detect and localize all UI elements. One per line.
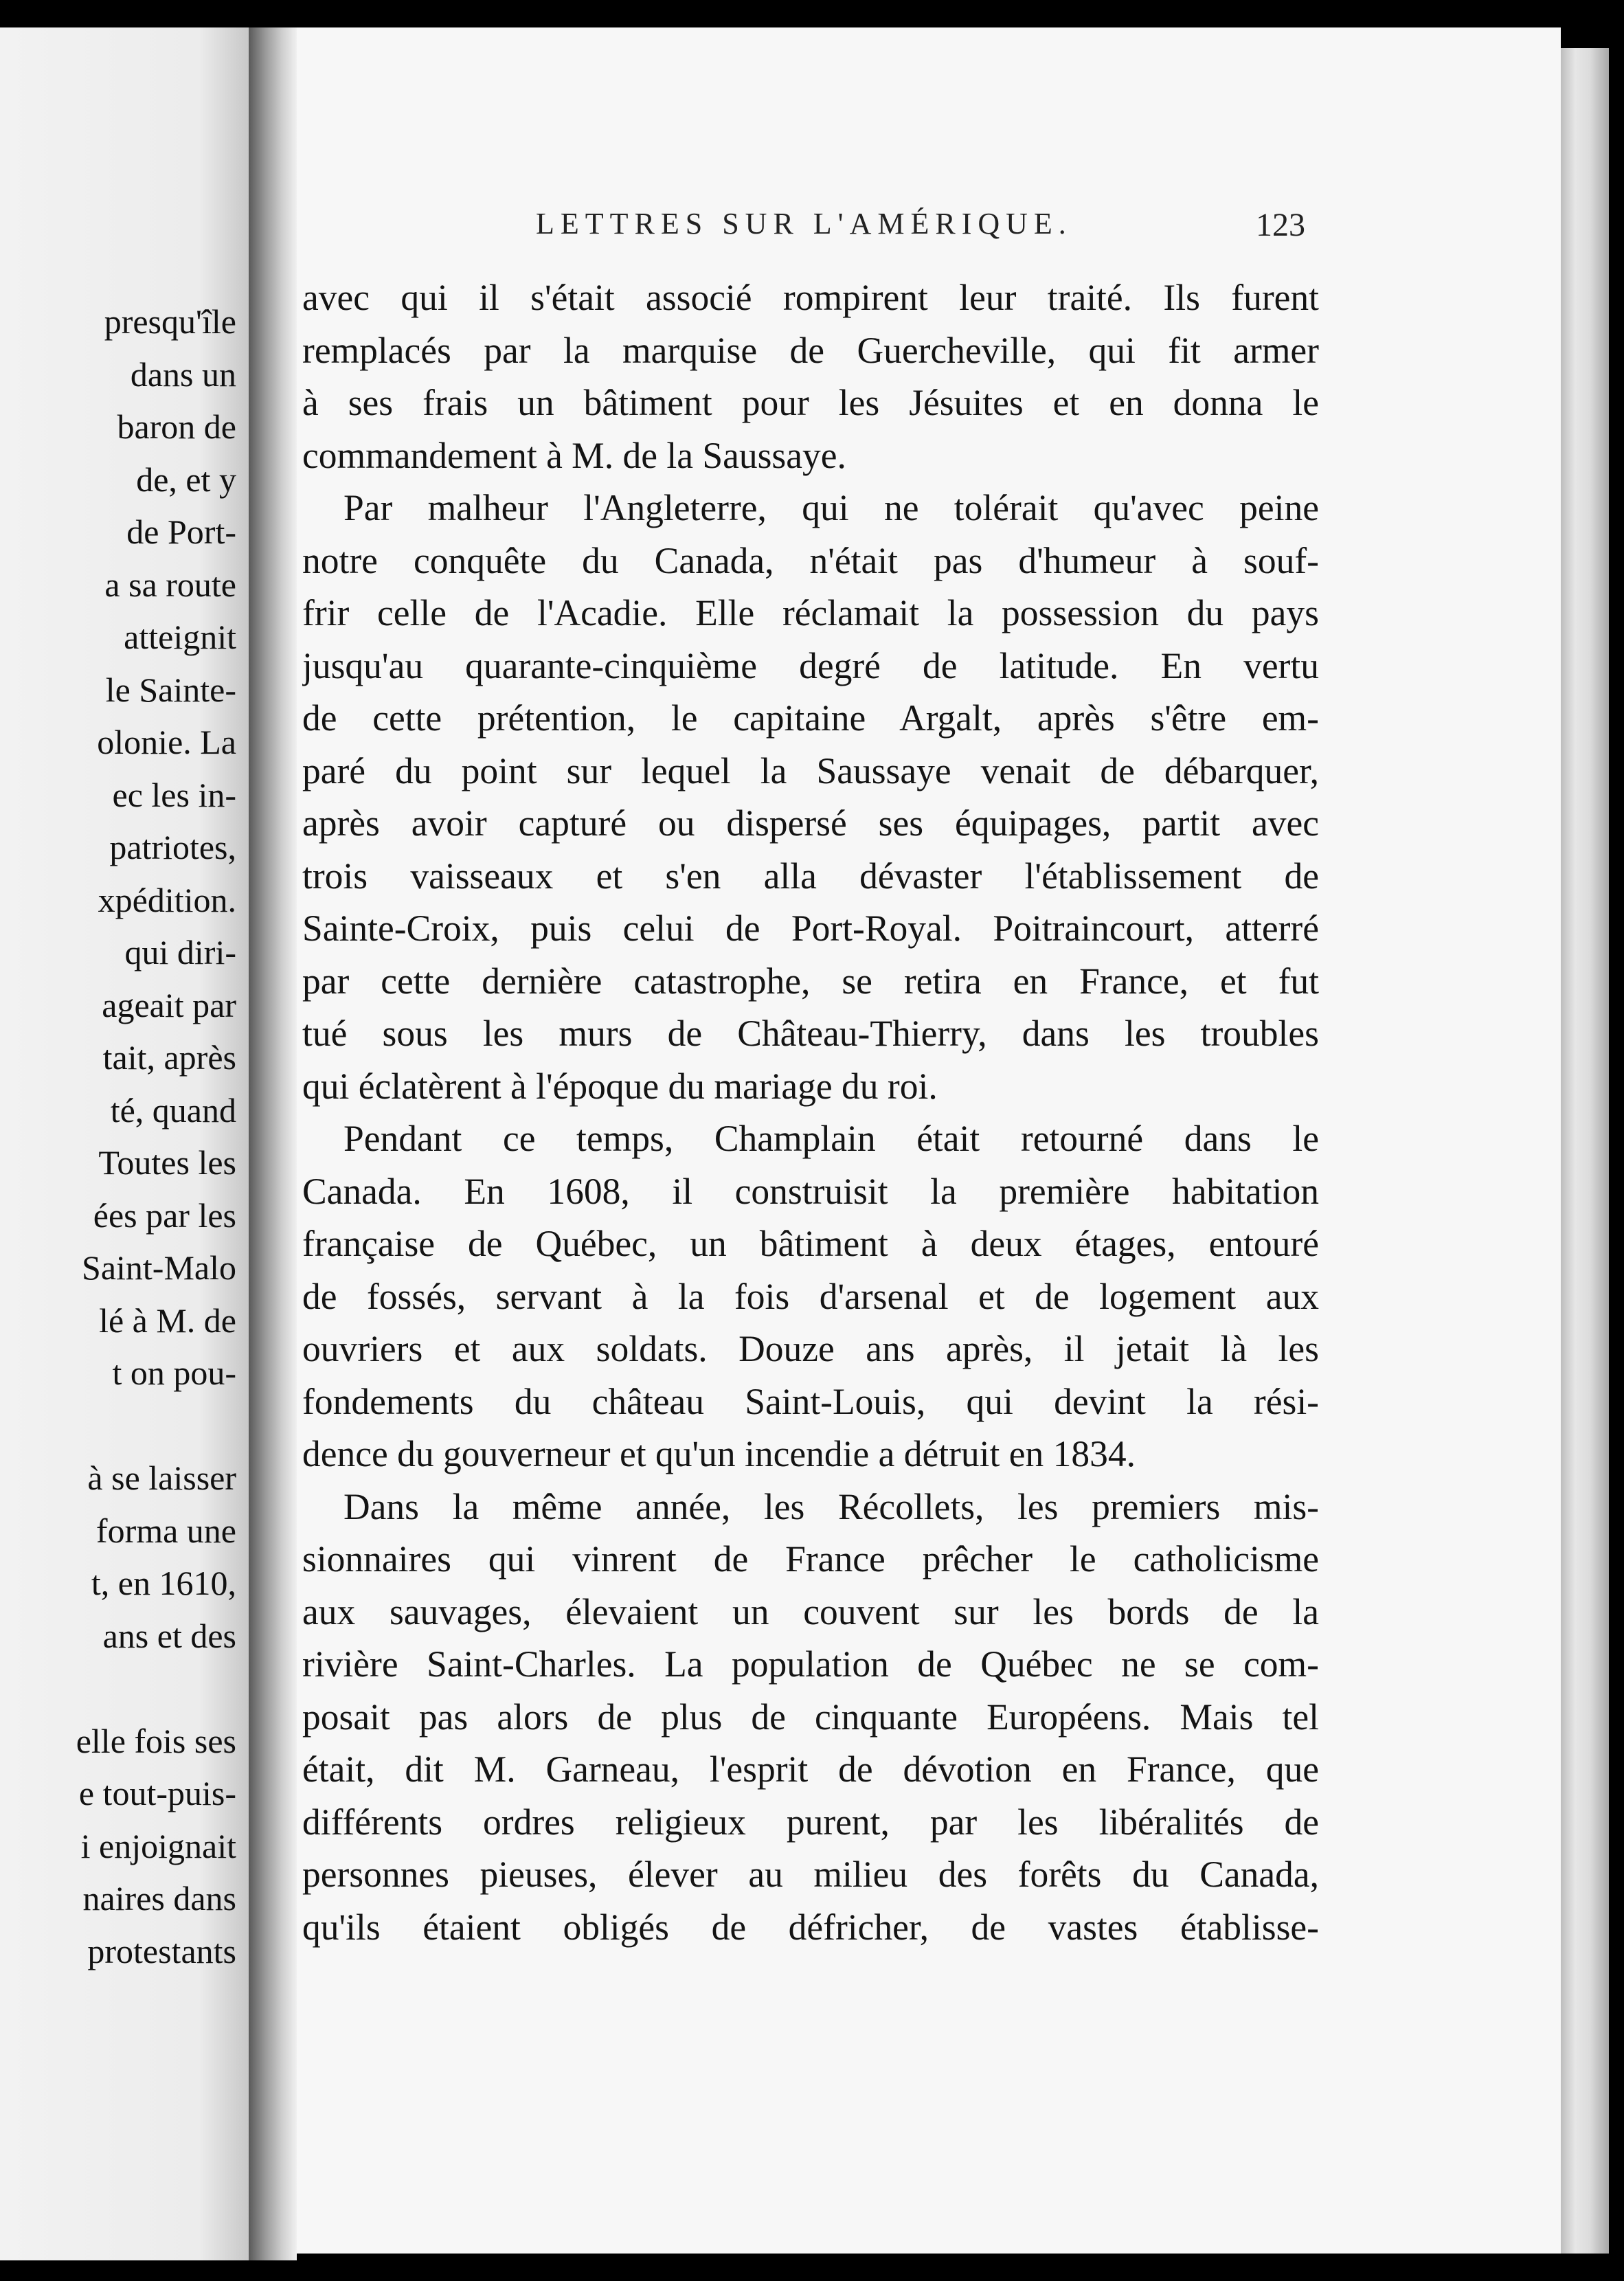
previous-page-line: de, et y — [136, 460, 236, 499]
previous-page-line: qui diri- — [124, 933, 236, 971]
previous-page-line: forma une — [95, 1511, 236, 1550]
text-line: après avoir capturé ou dispersé ses équipages, partit avec — [302, 802, 1319, 844]
text-line: de fossés, servant à la fois d'arsenal et de logement aux — [302, 1275, 1319, 1317]
running-title: LETTRES SUR L'AMÉRIQUE. — [536, 207, 1072, 240]
text-line: Sainte-Croix, puis celui de Port-Royal. Poitraincourt, atterré — [302, 908, 1319, 949]
text-line: frir celle de l'Acadie. Elle réclamait la possession du pays — [302, 592, 1319, 633]
previous-page-line: protestants — [87, 1931, 236, 1970]
text-line: qu'ils étaient obligés de défricher, de vastes établisse- — [302, 1906, 1319, 1948]
previous-page-line: Toutes les — [98, 1143, 236, 1182]
text-line: qui éclatèrent à l'époque du mariage du roi. — [302, 1065, 938, 1107]
text-line: française de Québec, un bâtiment à deux étages, entouré — [302, 1223, 1319, 1264]
previous-page-line: lé à M. de — [99, 1301, 236, 1340]
previous-page-line: patriotes, — [109, 828, 236, 866]
text-line: rivière Saint-Charles. La population de Québec ne se com- — [302, 1643, 1319, 1685]
text-line: Pendant ce temps, Champlain était retourné dans le — [343, 1118, 1319, 1159]
previous-page-line: t, en 1610, — [91, 1564, 236, 1602]
previous-page-line: elle fois ses — [76, 1721, 236, 1760]
text-line: notre conquête du Canada, n'était pas d'humeur à souf- — [302, 539, 1319, 581]
text-line: remplacés par la marquise de Guercheville, qui fit armer — [302, 329, 1319, 371]
text-line: avec qui il s'était associé rompirent leur traité. Ils furent — [302, 277, 1319, 318]
text-line: aux sauvages, élevaient un couvent sur les bords de la — [302, 1591, 1319, 1632]
text-line: fondements du château Saint-Louis, qui devint la rési- — [302, 1380, 1319, 1422]
text-line: de cette prétention, le capitaine Argalt, après s'être em- — [302, 697, 1319, 739]
previous-page-line: e tout-puis- — [78, 1774, 236, 1812]
previous-page-line: Saint-Malo — [82, 1248, 236, 1287]
previous-page-line: a sa route — [104, 565, 236, 604]
previous-page-line: le Sainte- — [105, 670, 236, 709]
previous-page-line: tait, après — [102, 1038, 236, 1077]
text-line: Canada. En 1608, il construisit la première habitation — [302, 1170, 1319, 1212]
text-line: tué sous les murs de Château-Thierry, dans les troubles — [302, 1013, 1319, 1054]
previous-page-line: i enjoignait — [80, 1826, 236, 1865]
text-line: ouvriers et aux soldats. Douze ans après, il jetait là les — [302, 1328, 1319, 1369]
previous-page-line: atteignit — [124, 618, 236, 656]
text-line: Par malheur l'Angleterre, qui ne tolérait qu'avec peine — [343, 487, 1319, 528]
previous-page-line: t on pou- — [112, 1353, 236, 1392]
previous-page-line: de Port- — [126, 513, 236, 551]
page-number: 123 — [1256, 207, 1305, 243]
previous-page-line: ées par les — [93, 1195, 236, 1235]
text-line: Dans la même année, les Récollets, les premiers mis- — [343, 1485, 1319, 1527]
previous-page-line: baron de — [117, 407, 236, 446]
text-line: était, dit M. Garneau, l'esprit de dévotion en France, que — [302, 1749, 1319, 1790]
text-line: jusqu'au quarante-cinquième degré de latitude. En vertu — [302, 644, 1319, 686]
text-line: différents ordres religieux purent, par les libéralités de — [302, 1801, 1319, 1843]
text-line: trois vaisseaux et s'en alla dévaster l'établissement de — [302, 855, 1319, 897]
text-line: paré du point sur lequel la Saussaye venait de débarquer, — [302, 750, 1319, 791]
previous-page-line — [0, 1400, 236, 1452]
body-text — [302, 271, 1319, 1953]
text-line: personnes pieuses, élever au milieu des forêts du Canada, — [302, 1854, 1319, 1895]
text-line: posait pas alors de plus de cinquante Européens. Mais tel — [302, 1696, 1319, 1738]
text-line: à ses frais un bâtiment pour les Jésuites et en donna le — [302, 382, 1319, 423]
previous-page-line: ageait par — [102, 985, 236, 1024]
previous-page-line: té, quand — [110, 1090, 236, 1130]
previous-page-line — [0, 1662, 236, 1715]
book-gutter-shadow — [249, 27, 297, 2260]
previous-page-line: dans un — [130, 355, 236, 394]
previous-page-line: à se laisser — [87, 1459, 236, 1497]
text-line: par cette dernière catastrophe, se retira en France, et fut — [302, 960, 1319, 1002]
page-edge — [1561, 48, 1609, 2254]
previous-page-line: ans et des — [102, 1616, 236, 1655]
text-line: commandement à M. de la Saussaye. — [302, 434, 846, 476]
previous-page — [0, 27, 249, 2260]
previous-page-line: naires dans — [82, 1879, 236, 1918]
text-line: dence du gouverneur et qu'un incendie a détruit en 1834. — [302, 1433, 1136, 1474]
text-line: sionnaires qui vinrent de France prêcher le catholicisme — [302, 1538, 1319, 1580]
previous-page-line: ec les in- — [112, 775, 236, 814]
previous-page-text — [0, 295, 236, 1977]
previous-page-line: olonie. La — [97, 723, 236, 761]
previous-page-line: presqu'île — [104, 302, 236, 341]
previous-page-line: xpédition. — [98, 880, 236, 919]
